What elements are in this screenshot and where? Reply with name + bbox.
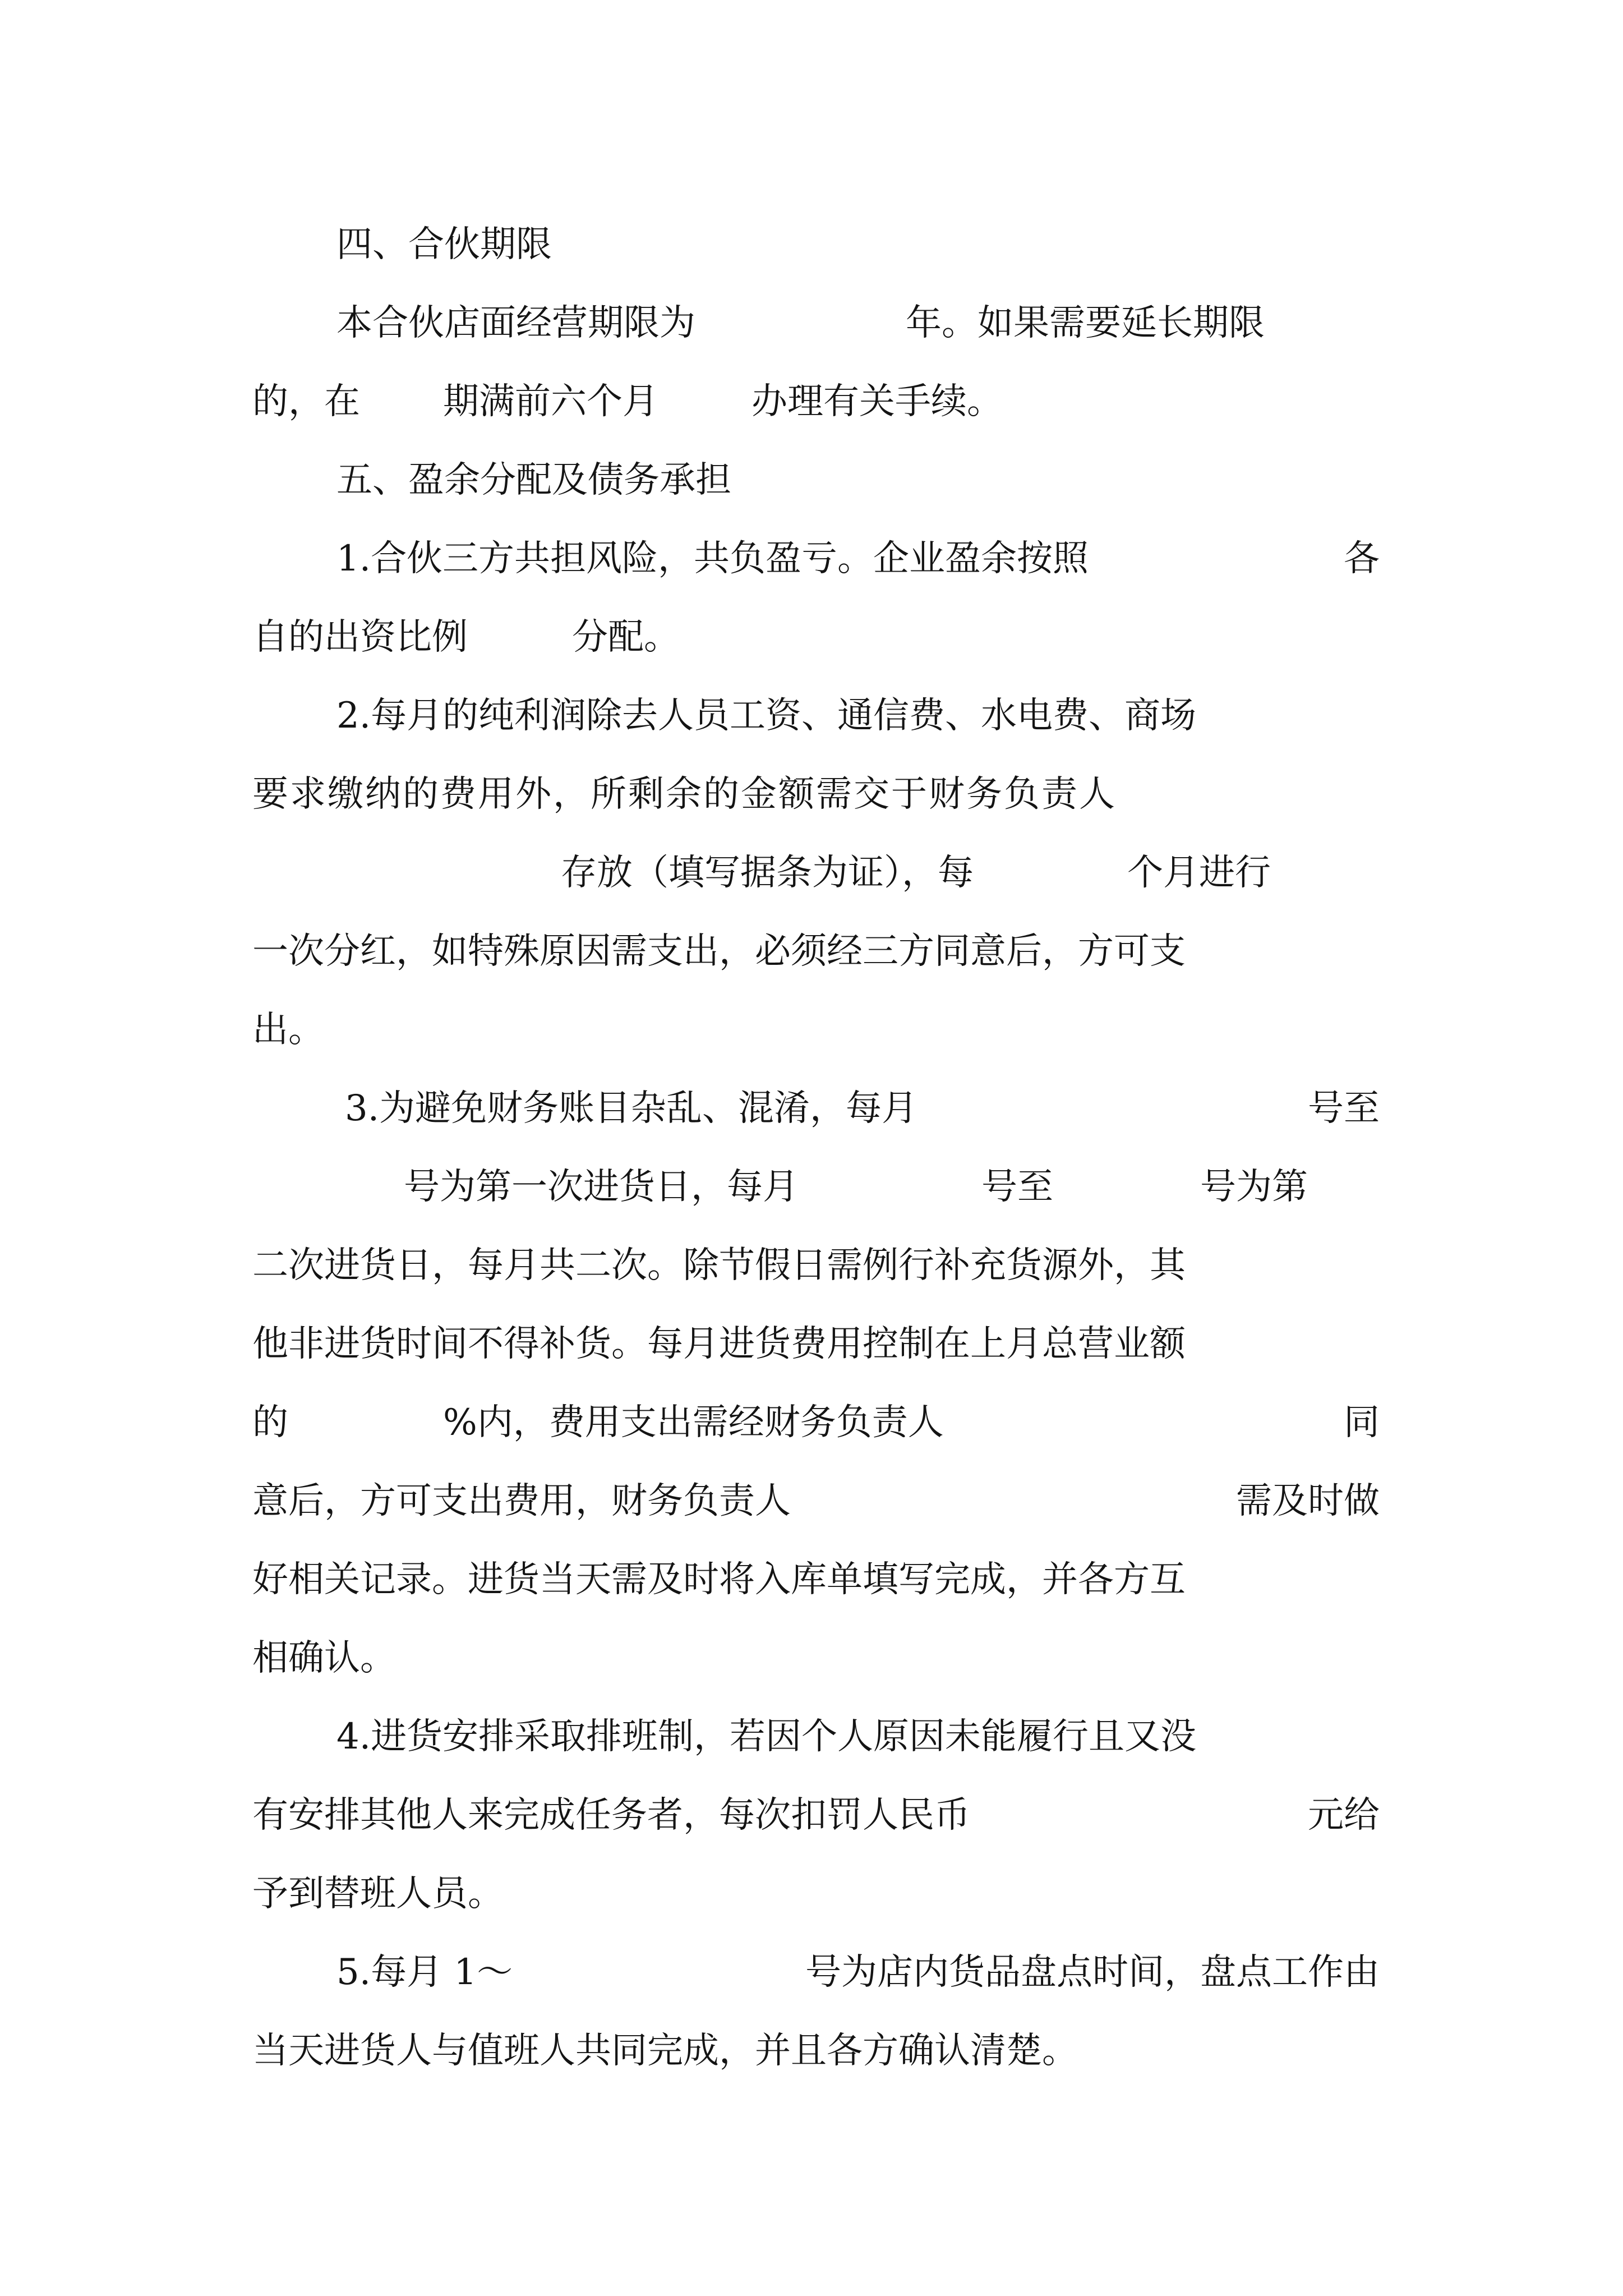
item-3-line-1: 3.为避免财务账目杂乱、混淆，每月 号至 [345,1088,1380,1129]
section-5-heading: 五、盈余分配及债务承担 [336,459,731,501]
item-3-line-2: 号为第一次进货日，每月 号至 号为第 [404,1166,1308,1208]
item-2-line-2: 要求缴纳的费用外，所剩余的金额需交于财务负责人 [252,774,1117,815]
item-4-line-1: 4.进货安排采取排班制，若因个人原因未能履行且又没 [336,1716,1197,1757]
item-3-line-8: 相确认。 [252,1637,396,1679]
item-5-line-2: 当天进货人与值班人共同完成，并且各方确认清楚。 [252,2030,1078,2072]
item-1-line-1: 1.合伙三方共担风险，共负盈亏。企业盈余按照 各 [336,538,1380,579]
paragraph-line: 本合伙店面经营期限为 年。如果需要延长期限 [336,302,1265,344]
item-1-line-2: 自的出资比例 分配。 [252,616,680,658]
item-4-line-2: 有安排其他人来完成任务者，每次扣罚人民币 元给 [252,1795,1380,1836]
item-3-line-7: 好相关记录。进货当天需及时将入库单填写完成，并各方互 [252,1559,1186,1600]
item-2-line-3: 存放（填写据条为证），每 个月进行 [561,852,1271,894]
paragraph-line: 的，在 期满前六个月 办理有关手续。 [252,381,1003,422]
item-3-line-5: 的 %内，费用支出需经财务负责人 同 [252,1402,1380,1443]
item-2-line-1: 2.每月的纯利润除去人员工资、通信费、水电费、商场 [336,695,1197,737]
item-2-line-5: 出。 [252,1009,324,1051]
section-4-heading: 四、合伙期限 [336,224,552,265]
item-3-line-4: 他非进货时间不得补货。每月进货费用控制在上月总营业额 [252,1323,1186,1365]
item-4-line-3: 予到替班人员。 [252,1873,504,1915]
item-3-line-3: 二次进货日，每月共二次。除节假日需例行补充货源外，其 [252,1245,1186,1286]
item-3-line-6: 意后，方可支出费用，财务负责人 需及时做 [252,1480,1380,1522]
item-2-line-4: 一次分红，如特殊原因需支出，必须经三方同意后，方可支 [252,931,1186,972]
item-5-line-1: 5.每月 1～ 号为店内货品盘点时间，盘点工作由 [336,1952,1380,1993]
